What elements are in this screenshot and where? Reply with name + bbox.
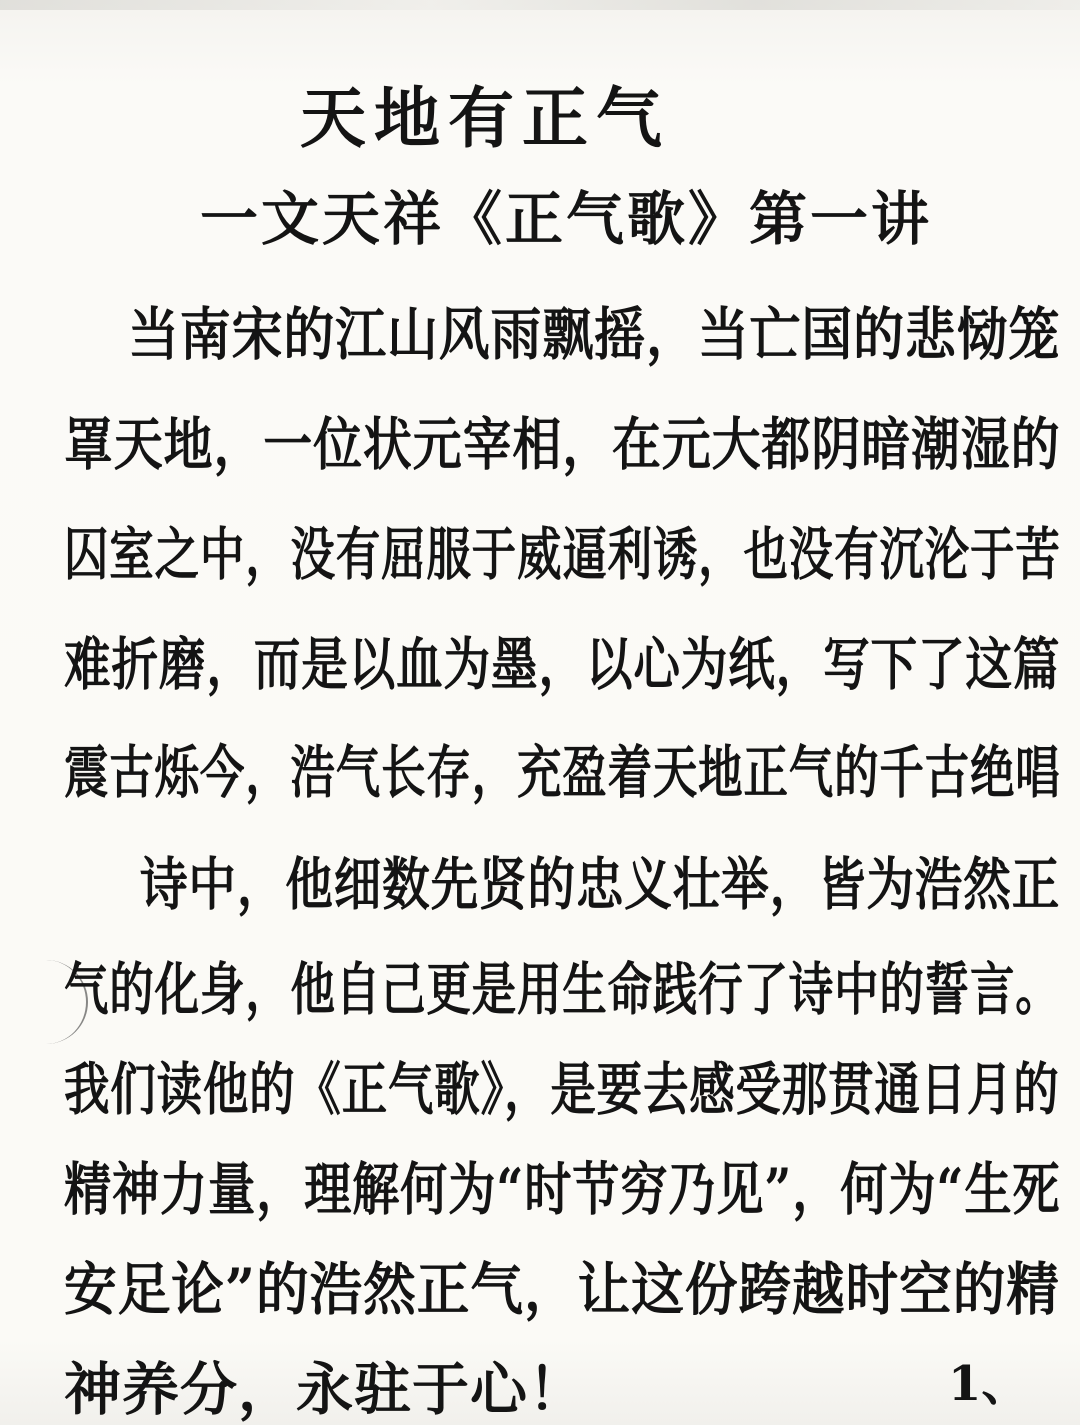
text-line: 难折磨，而是以血为墨，以心为纸，写下了这篇 (64, 631, 1061, 698)
text-line: 神养分，永驻于心！ (64, 1356, 586, 1423)
page-number: 1、 (948, 1356, 1030, 1412)
text-line: 精神力量，理解何为“时节穷乃见”，何为“生死 (64, 1156, 1061, 1223)
document-subtitle: 一文天祥《正气歌》第一讲 (200, 185, 933, 253)
text-line: 安足论”的浩然正气，让这份跨越时空的精 (64, 1256, 1060, 1323)
text-line: 震古烁今，浩气长存，充盈着天地正气的千古绝唱 (64, 739, 1061, 806)
text-line: 气的化身，他自己更是用生命践行了诗中的誓言。 (64, 956, 1061, 1023)
text-line: 囚室之中，没有屈服于威逼利诱，也没有沉沦于苦 (64, 521, 1061, 588)
text-line: 罩天地，一位状元宰相，在元大都阴暗潮湿的 (64, 411, 1061, 478)
text-line: 诗中，他细数先贤的忠义壮举，皆为浩然正 (140, 851, 1061, 918)
text-line: 我们读他的《正气歌》，是要去感受那贯通日月的 (64, 1056, 1060, 1123)
document-title: 天地有正气 (300, 79, 670, 157)
text-line: 当南宋的江山风雨飘摇，当亡国的悲恸笼 (128, 301, 1061, 368)
scan-edge (0, 0, 1080, 10)
